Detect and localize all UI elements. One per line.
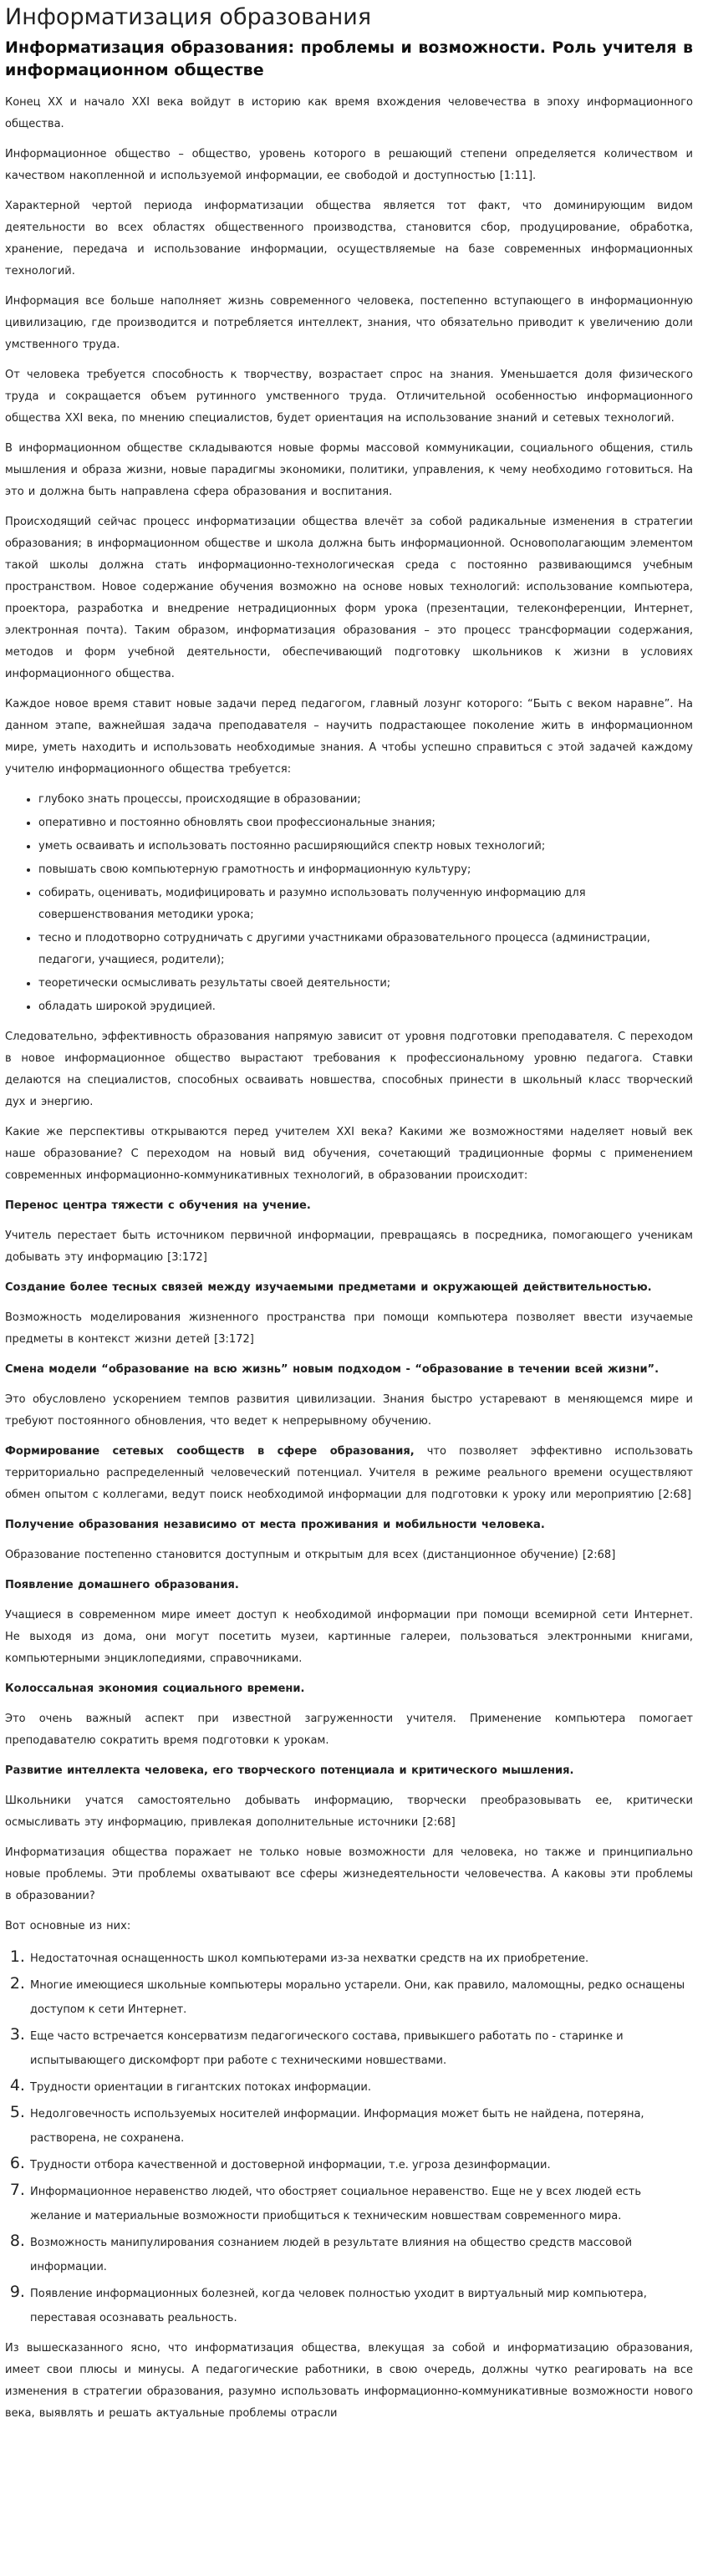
change-heading: Появление домашнего образования. — [5, 1579, 239, 1591]
list-item: • оперативно и постоянно обновлять свои профессиональные знания; — [38, 812, 693, 834]
paragraph: В информационном обществе складываются новые формы массовой коммуникации, социального общения, стиль мышления и образа жизни, новые парадигмы экономики, политики, управления, к чему необходимо готовиться. На это и должна быть направлена сфера образования и воспитания. — [5, 442, 693, 498]
change-text: Образование постепенно становится доступным и открытым для всех (дистанционное обучение) [2:68] — [5, 1549, 616, 1561]
networks-paragraph — [5, 1441, 693, 1506]
problems-intro: Информатизация общества поражает не только новые возможности для человека, но также и принципиально новые проблемы. Эти проблемы охватывают все сферы жизнедеятельности человечества. А каковы эти проблемы в образовании? — [5, 1846, 693, 1902]
paragraph: От человека требуется способность к творчеству, возрастает спрос на знания. Уменьшается доля физического труда и сокращается объем рутинного умственного труда. Отличительной особенностью информационного общества XXI века, по мнению специалистов, будет ориентация на использование знаний и сетевых технологий. — [5, 369, 693, 425]
change-text: Возможность моделирования жизненного пространства при помощи компьютера позволяет ввести изучаемые предметы в контекст жизни детей [3:172] — [5, 1311, 693, 1346]
change-heading: Перенос центра тяжести с обучения на учение. — [5, 1199, 311, 1212]
list-item: 2. Многие имеющиеся школьные компьютеры морально устарели. Они, как правило, маломощны, редко оснащены доступом к сети Интернет. — [30, 1973, 693, 2021]
change-heading: Смена модели “образование на всю жизнь” новым подходом - “образование в течении всей жизни”. — [5, 1363, 660, 1376]
paragraph: Какие же перспективы открываются перед учителем XXI века? Какими же возможностями наделяет новый век наше образование? С переходом на новый вид обучения, сочетающий традиционные формы с применением современных информационно-коммуникативных технологий, в образовании происходит: — [5, 1126, 693, 1182]
conclusion: Из вышесказанного ясно, что информатизация общества, влекущая за собой и информатизацию образования, имеет свои плюсы и минусы. А педагогические работники, в свою очередь, должны чутко реагировать на все изменения в стратегии образования, разумно использовать информационно-коммуникативные возможности нового века, выявлять и решать актуальные проблемы отрасли — [5, 2342, 693, 2420]
change-heading: Колоссальная экономия социального времени. — [5, 1683, 305, 1695]
list-item: 7. Информационное неравенство людей, что обостряет социальное неравенство. Еще не у всех людей есть желание и материальные возможности приобщиться к техническим новшествам современного мира. — [30, 2179, 693, 2227]
list-item: 6. Трудности отбора качественной и достоверной информации, т.е. угроза дезинформации. — [30, 2152, 693, 2176]
networks-text: что позволяет эффективно использовать территориально распределенный человеческий потенциал. Учителя в режиме реального времени осуществляют обмен опытом с коллегами, ведут поиск необходимой информации для подготовки к уроку или мероприятию [2:68] — [5, 1445, 693, 1501]
paragraph: Информационное общество – общество, уровень которого в решающий степени определяется количеством и качеством накопленной и используемой информации, ее свободой и доступностью [1:11]. — [5, 148, 693, 182]
paragraph: Конец XX и начало XXI века войдут в историю как время вхождения человечества в эпоху информационного общества. — [5, 96, 693, 130]
paragraph: Каждое новое время ставит новые задачи перед педагогом, главный лозунг которого: “Быть с веком наравне”. На данном этапе, важнейшая задача преподавателя – научить подрастающее поколение жить в информационном мире, уметь находить и использовать необходимые знания. А чтобы успешно справиться с этой задачей каждому учителю информационного общества требуется: — [5, 698, 693, 776]
list-item: • уметь осваивать и использовать постоянно расширяющийся спектр новых технологий; — [38, 836, 693, 858]
change-text: Это очень важный аспект при известной загруженности учителя. Применение компьютера помогает преподавателю сократить время подготовки к урокам. — [5, 1713, 693, 1747]
requirements-list — [5, 789, 693, 1018]
list-item: 3. Еще часто встречается консерватизм педагогического состава, привыкшего работать по - старинке и испытывающего дискомфорт при работе с техническими новшествами. — [30, 2024, 693, 2072]
article-title: Информатизация образования: проблемы и возможности. Роль учителя в информационном обществе — [5, 38, 693, 79]
change-text: Это обусловлено ускорением темпов развития цивилизации. Знания быстро устаревают в меняющемся мире и требуют постоянного обновления, что ведет к непрерывному обучению. — [5, 1393, 693, 1428]
problems-lead: Вот основные из них: — [5, 1920, 131, 1932]
problems-list — [5, 1946, 693, 2329]
paragraph: Происходящий сейчас процесс информатизации общества влечёт за собой радикальные изменения в стратегии образования; в информационном обществе и школа должна быть информационной. Основополагающим элементом такой школы должна стать информационно-технологическая среда с постоянно развивающимся учебным пространством. Новое содержание обучения возможно на основе новых технологий: использование компьютера, проектора, разработка и внедрение нетрадиционных форм урока (презентации, телеконференции, Интернет, электронная почта). Таким образом, информатизация образования – это процесс трансформации содержания, методов и форм учебной деятельности, обеспечивающий подготовку школьников к жизни в условиях информационного общества. — [5, 516, 693, 680]
page-title: Информатизация образования — [5, 4, 372, 30]
list-item: • собирать, оценивать, модифицировать и разумно использовать полученную информацию для совершенствования методики урока; — [38, 883, 693, 926]
list-item: 9. Появление информационных болезней, когда человек полностью уходит в виртуальный мир компьютера, переставая осознавать реальность. — [30, 2281, 693, 2329]
list-item: • повышать свою компьютерную грамотность и информационную культуру; — [38, 859, 693, 881]
intro-section — [5, 92, 693, 781]
change-text: Школьники учатся самостоятельно добывать информацию, творчески преобразовывать ее, критически осмысливать эту информацию, привлекая дополнительные источники [2:68] — [5, 1795, 693, 1829]
change-heading: Развитие интеллекта человека, его творческого потенциала и критического мышления. — [5, 1764, 574, 1777]
list-item: 4. Трудности ориентации в гигантских потоках информации. — [30, 2075, 693, 2099]
paragraph: Характерной чертой периода информатизации общества является тот факт, что доминирующим видом деятельности во всех областях общественного производства, становится сбор, продуцирование, обработка, хранение, передача и использование информации, осуществляемые на базе современных информационных технологий. — [5, 200, 693, 277]
list-item: 8. Возможность манипулирования сознанием людей в результате влияния на общество средств массовой информации. — [30, 2230, 693, 2278]
list-item: • обладать широкой эрудицией. — [38, 996, 693, 1018]
paragraph: Информация все больше наполняет жизнь современного человека, постепенно вступающего в информационную цивилизацию, где производится и потребляется интеллект, знания, что обязательно приводит к увеличению доли умственного труда. — [5, 295, 693, 351]
list-item: • тесно и плодотворно сотрудничать с другими участниками образовательного процесса (администрации, педагоги, учащиеся, родители); — [38, 928, 693, 971]
change-text: Учитель перестает быть источником первичной информации, превращаясь в посредника, помогающего ученикам добывать эту информацию [3:172] — [5, 1229, 693, 1264]
list-item: • теоретически осмысливать результаты своей деятельности; — [38, 973, 693, 995]
paragraph: Следовательно, эффективность образования напрямую зависит от уровня подготовки преподавателя. С переходом в новое информационное общество вырастают требования к профессиональному уровню педагога. Ставки делаются на специалистов, способных осваивать новшества, способных принести в школьный класс творческий дух и энергию. — [5, 1031, 693, 1108]
networks-heading: Формирование сетевых сообществ в сфере образования, — [5, 1445, 415, 1458]
list-item: 5. Недолговечность используемых носителей информации. Информация может быть не найдена, потеряна, растворена, не сохранена. — [30, 2101, 693, 2150]
change-text: Учащиеся в современном мире имеет доступ к необходимой информации при помощи всемирной сети Интернет. Не выходя из дома, они могут посетить музеи, картинные галереи, пользоваться электронными книгами, компьютерными энциклопедиями, справочниками. — [5, 1609, 693, 1665]
change-heading: Создание более тесных связей между изучаемыми предметами и окружающей действительностью. — [5, 1281, 652, 1294]
change-heading: Получение образования независимо от места проживания и мобильности человека. — [5, 1519, 545, 1531]
article — [0, 3, 698, 2425]
list-item: • глубоко знать процессы, происходящие в образовании; — [38, 789, 693, 811]
list-item: 1. Недостаточная оснащенность школ компьютерами из-за нехватки средств на их приобретение. — [30, 1946, 693, 1970]
